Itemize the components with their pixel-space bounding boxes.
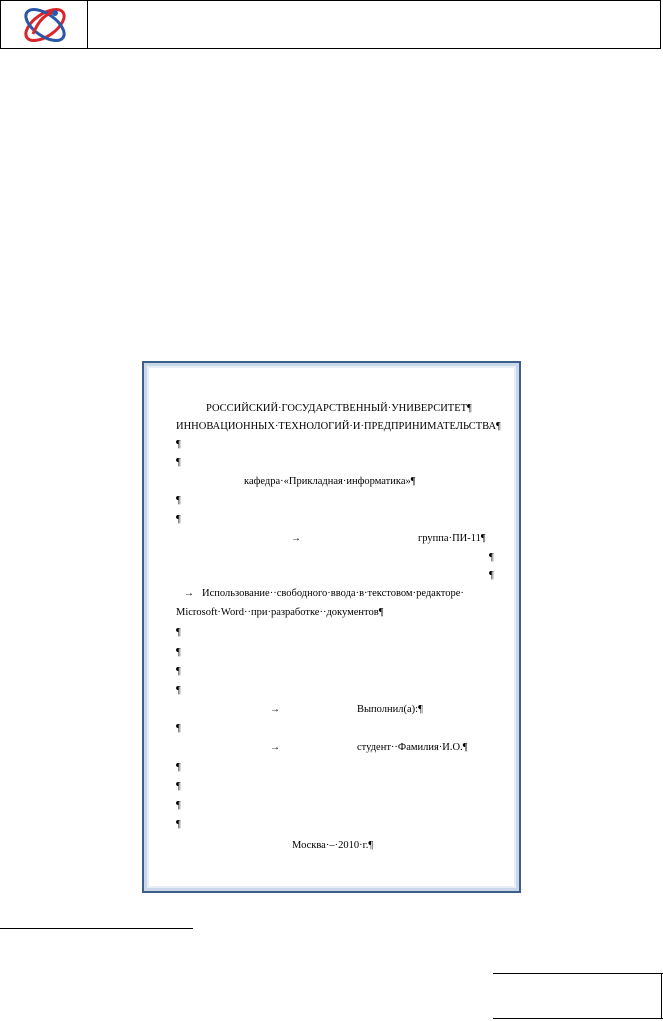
empty-paragraph: ¶ [489,552,494,563]
header-table [0,0,661,49]
university-line-1: РОССИЙСКИЙ·ГОСУДАРСТВЕННЫЙ·УНИВЕРСИТЕТ¶ [206,403,472,414]
footer-box-border [661,974,662,1018]
title-page-screenshot [142,361,521,893]
empty-paragraph: ¶ [176,627,181,638]
empty-paragraph: ¶ [176,457,181,468]
logo-cell [1,1,88,48]
tab-arrow-icon: → [270,704,280,715]
empty-paragraph: ¶ [176,514,181,525]
empty-paragraph: ¶ [176,800,181,811]
header-text-cell [88,1,660,48]
university-logo-icon [19,4,71,46]
empty-paragraph: ¶ [176,723,181,734]
empty-paragraph: ¶ [176,666,181,677]
empty-paragraph: ¶ [176,439,181,450]
title-page [144,363,519,891]
university-line-2: ИННОВАЦИОННЫХ·ТЕХНОЛОГИЙ·И·ПРЕДПРИНИМАТЕЛЬСТВА¶ [176,421,501,432]
student-line: студент··Фамилия·И.О.¶ [357,742,468,753]
empty-paragraph: ¶ [176,495,181,506]
empty-paragraph: ¶ [176,819,181,830]
footnote-separator [0,928,193,929]
city-year-line: Москва·–·2010·г.¶ [292,840,374,851]
tab-arrow-icon: → [291,533,301,544]
empty-paragraph: ¶ [489,570,494,581]
performed-by-line: Выполнил(а):¶ [357,704,423,715]
tab-arrow-icon: → [184,588,194,599]
tab-arrow-icon: → [270,742,280,753]
empty-paragraph: ¶ [176,685,181,696]
group-line: группа·ПИ-11¶ [418,533,486,544]
empty-paragraph: ¶ [176,781,181,792]
topic-line-2: Microsoft·Word··при·разработке··документов¶ [176,607,384,618]
department-line: кафедра·«Прикладная·информатика»¶ [244,476,416,487]
empty-paragraph: ¶ [176,762,181,773]
footer-box [493,973,663,1019]
empty-paragraph: ¶ [176,647,181,658]
topic-line-1: Использование··свободного·ввода·в·текстовом·редакторе· [202,588,464,599]
